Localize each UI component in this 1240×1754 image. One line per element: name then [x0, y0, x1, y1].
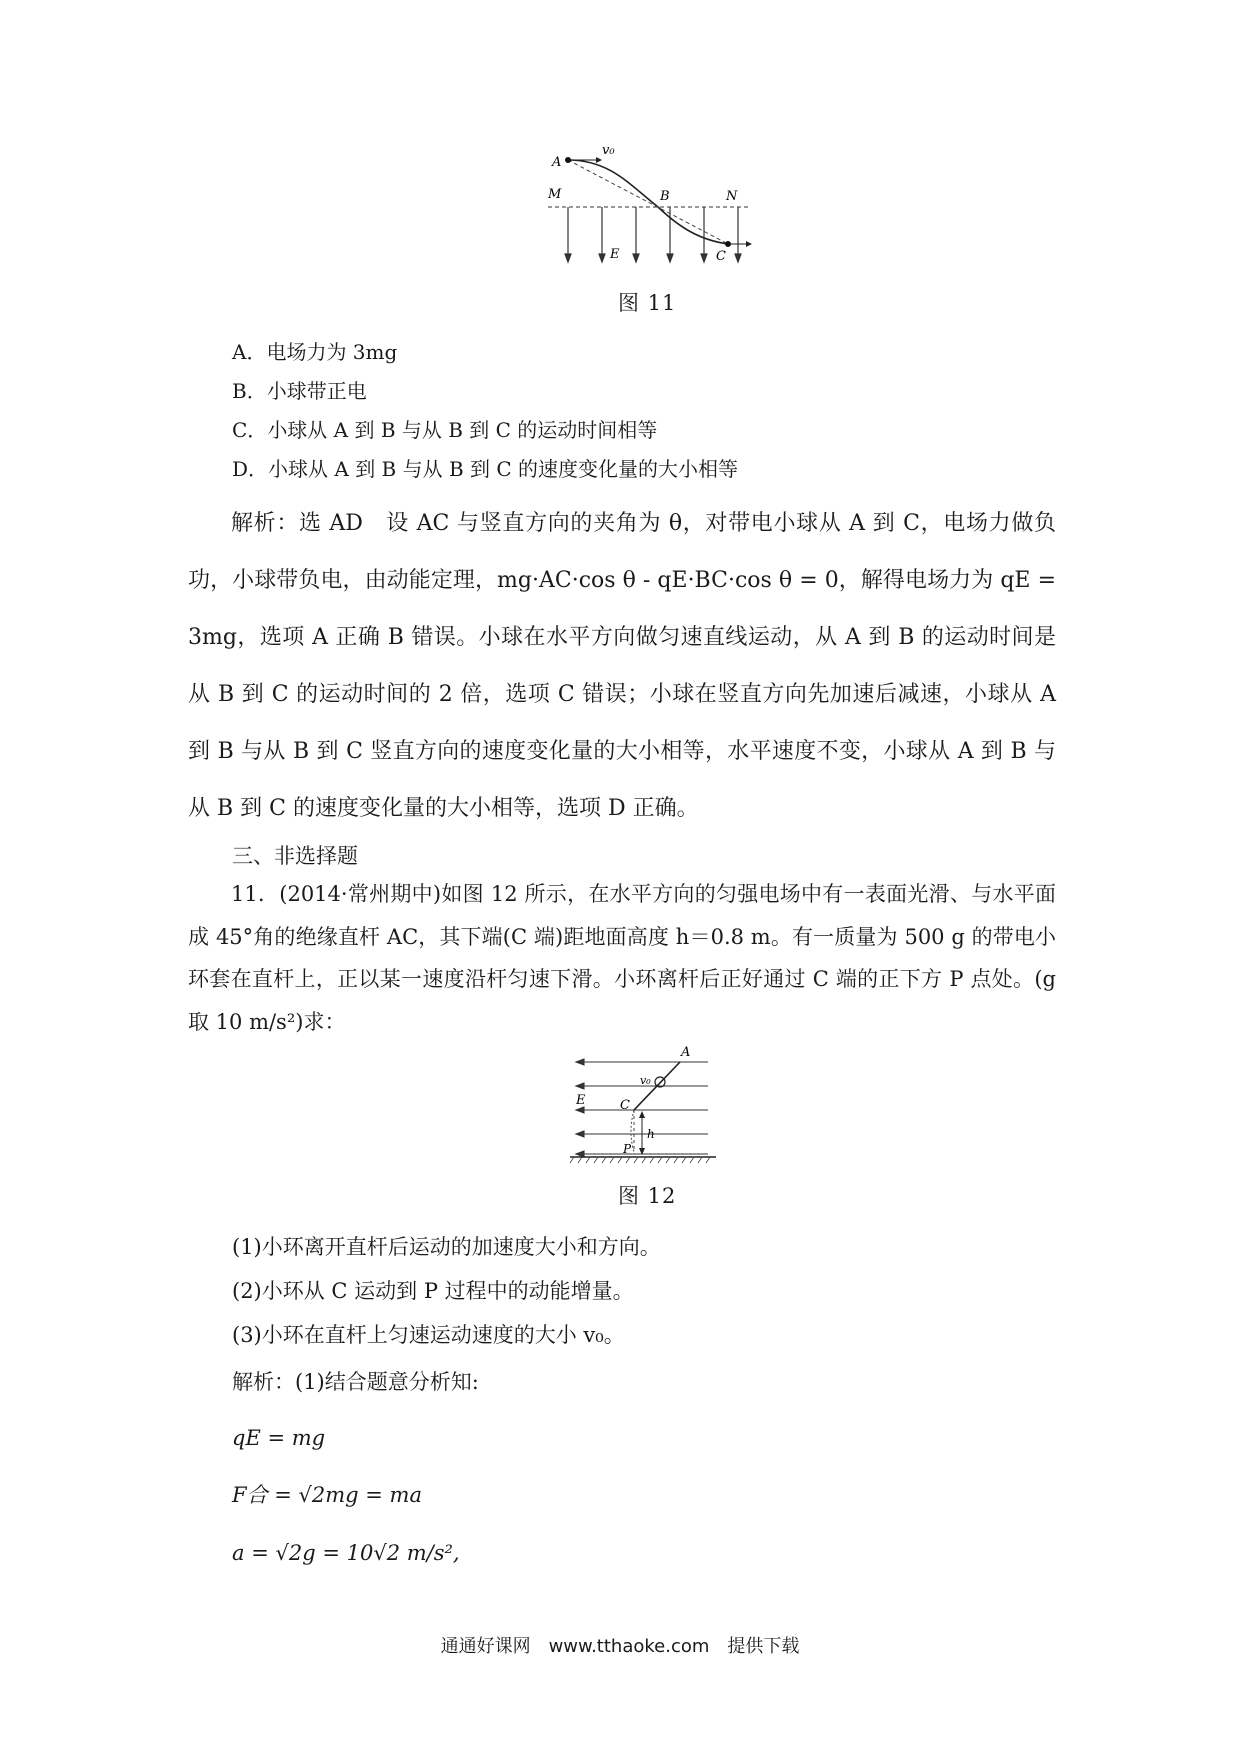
fig12-label-p: P	[623, 1142, 632, 1156]
figure-11-caption: 图 11	[618, 291, 677, 315]
formula-2: F合 = √2mg = ma	[232, 1483, 422, 1507]
option-a-text: 电场力为 3mg	[266, 340, 398, 364]
fig12-label-c: C	[620, 1098, 630, 1113]
fig11-label-b: B	[660, 189, 670, 204]
figure-12-caption: 图 12	[618, 1184, 677, 1208]
option-d-text: 小球从 A 到 B 与从 B 到 C 的速度变化量的大小相等	[268, 457, 739, 481]
formula-3: a = √2g = 10√2 m/s²,	[232, 1541, 460, 1565]
option-d-letter: D．	[232, 457, 269, 481]
section-heading: 三、非选择题	[232, 844, 358, 868]
page-footer: 通通好课网 www.tthaoke.com 提供下载	[440, 1636, 800, 1657]
fig11-label-m: M	[548, 187, 562, 202]
fig12-label-e: E	[576, 1093, 586, 1108]
subquestion-3: (3)小环在直杆上匀速运动速度的大小 v₀。	[232, 1323, 625, 1347]
subquestion-2: (2)小环从 C 运动到 P 过程中的动能增量。	[232, 1279, 634, 1303]
analysis-question-10: 解析：选 AD 设 AC 与竖直方向的夹角为 θ，对带电小球从 A 到 C，电场力做负功，小球带负电，由动能定理，mg·AC·cos θ - qE·BC·cos θ = 0，解得电场力为 qE = 3mg，选项 A 正确 B 错误。小球在水平方向做匀速直线运动，从 A 到 B 的运动时间是从 B 到 C 的运动时间的 2 倍，选项 C 错误；小球在竖直方向先加速后减速，小球从 A 到 B 与从 B 到 C 竖直方向的速度变化量的大小相等，水平速度不变，小球从 A 到 B 与从 B 到 C 的速度变化量的大小相等，选项 D 正确。	[188, 511, 1056, 821]
option-b-letter: B．	[232, 379, 267, 403]
analysis-question-11-heading: 解析：(1)结合题意分析知:	[232, 1370, 479, 1394]
fig11-label-e: E	[610, 247, 620, 262]
option-c-letter: C．	[232, 418, 268, 442]
option-a	[232, 338, 397, 366]
option-c	[232, 416, 657, 444]
option-a-letter: A．	[232, 340, 267, 364]
fig11-label-n: N	[726, 189, 738, 204]
formula-1: qE = mg	[232, 1426, 326, 1450]
question-11-text: 11．(2014·常州期中)如图 12 所示，在水平方向的匀强电场中有一表面光滑、与水平面成 45°角的绝缘直杆 AC，其下端(C 端)距地面高度 h＝0.8 m。有一质量为 500 g 的带电小环套在直杆上，正以某一速度沿杆匀速下滑。小环离杆后正好通过 C 端的正下方 P 点处。(g 取 10 m/s²)求：	[188, 882, 1056, 1034]
option-d	[232, 455, 738, 483]
fig11-label-a: A	[552, 155, 562, 170]
option-c-text: 小球从 A 到 B 与从 B 到 C 的运动时间相等	[267, 418, 658, 442]
fig11-label-v0: v₀	[602, 143, 615, 158]
fig12-label-h: h	[647, 1127, 655, 1141]
fig12-label-v0: v₀	[640, 1074, 651, 1087]
subquestion-1: (1)小环离开直杆后运动的加速度大小和方向。	[232, 1235, 661, 1259]
fig11-label-c: C	[716, 249, 726, 264]
figure-11-diagram	[540, 140, 780, 270]
fig12-label-a: A	[681, 1045, 691, 1060]
option-b-text: 小球带正电	[266, 379, 367, 403]
figure-12-diagram	[568, 1040, 718, 1165]
option-b	[232, 377, 367, 405]
